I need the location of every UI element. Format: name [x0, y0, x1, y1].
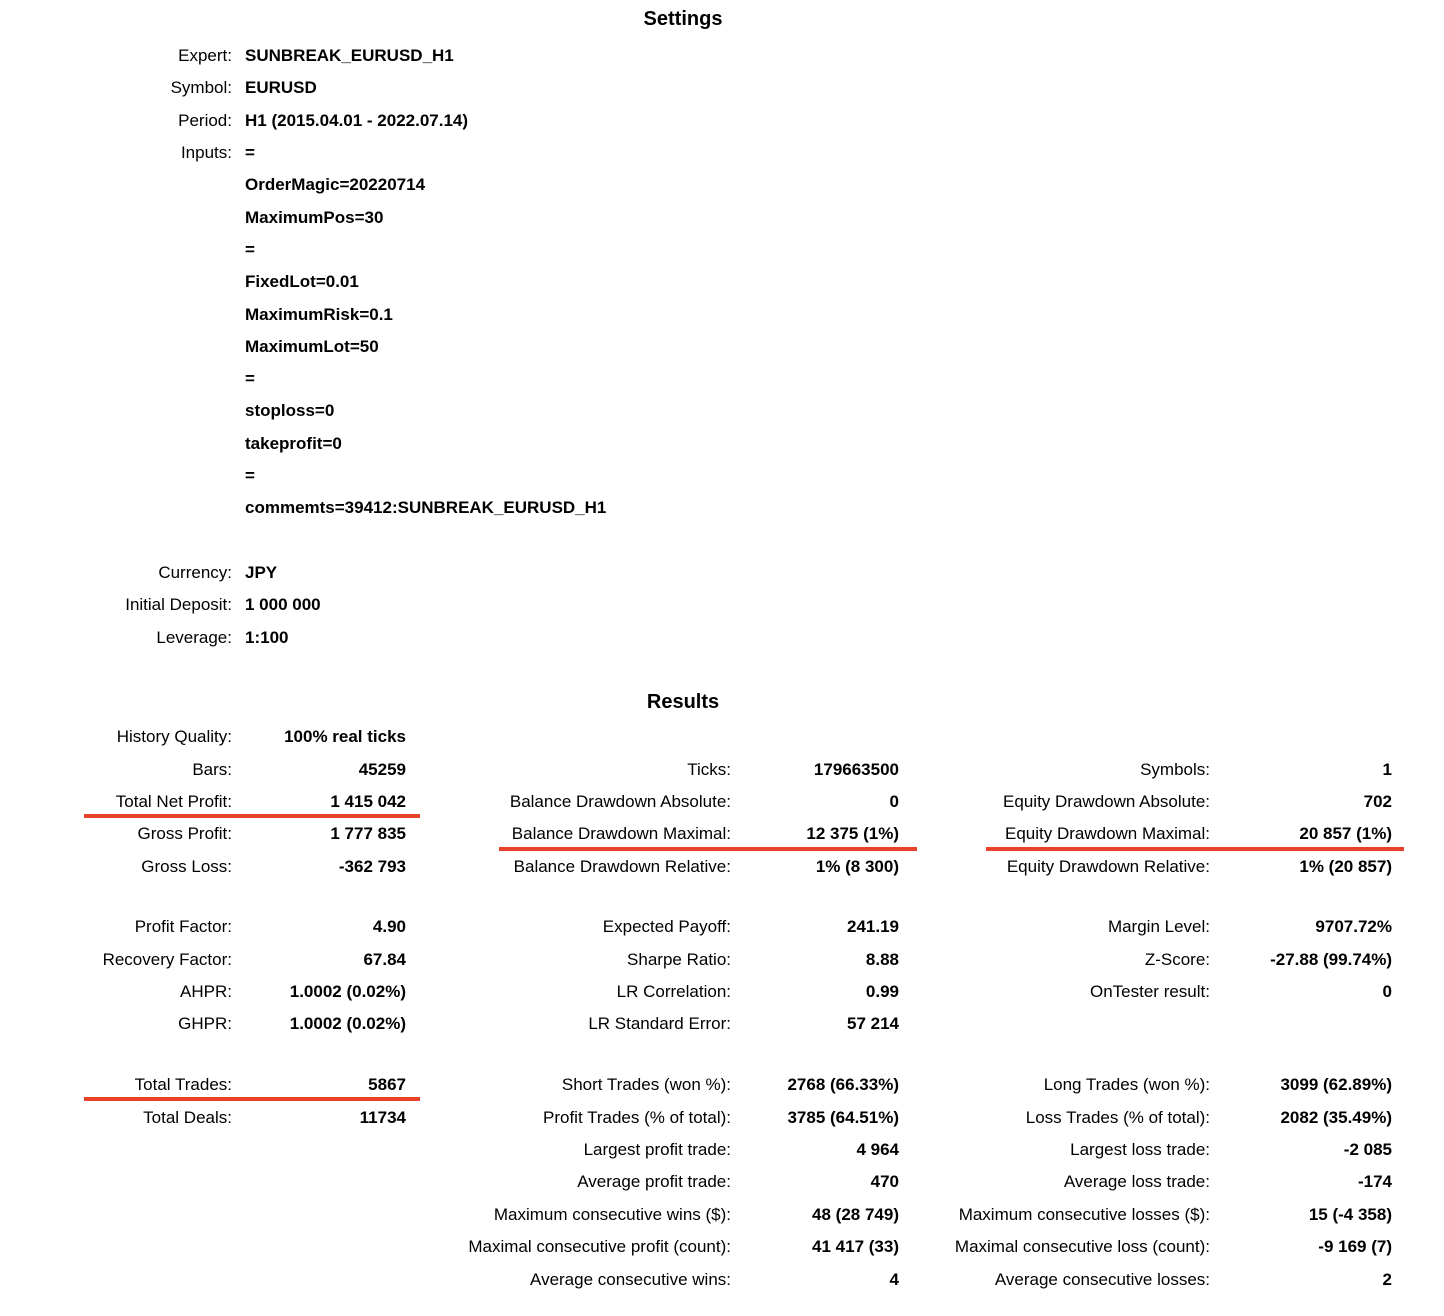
settings-row — [0, 557, 1444, 589]
results-cell — [436, 818, 917, 850]
results-row — [0, 976, 1444, 1008]
stat-value: 3099 (62.89%) — [1280, 1075, 1392, 1095]
stat-value: 0 — [889, 791, 899, 811]
stat-value: 9707.72% — [1315, 917, 1392, 937]
stat-value: 470 — [870, 1172, 899, 1192]
stat-value: 11734 — [359, 1107, 406, 1127]
stat-value: 702 — [1363, 791, 1392, 811]
results-cell — [40, 721, 420, 753]
results-cell — [436, 1199, 917, 1231]
stat-label: GHPR: — [178, 1014, 232, 1034]
stat-value: 12 375 (1%) — [806, 824, 899, 844]
results-cell — [40, 976, 420, 1008]
stat-value: 0.99 — [865, 981, 899, 1001]
stat-value: 2768 (66.33%) — [787, 1075, 899, 1095]
results-cell — [923, 976, 1404, 1008]
row-label: Currency: — [158, 563, 232, 583]
stat-label: Ticks: — [687, 759, 731, 779]
results-row — [0, 786, 1444, 818]
results-cell — [436, 1166, 917, 1198]
results-cell — [436, 1231, 917, 1263]
stat-label: Loss Trades (% of total): — [1025, 1107, 1210, 1127]
stat-value: -27.88 (99.74%) — [1270, 949, 1392, 969]
results-row — [0, 1166, 1444, 1198]
results-cell — [923, 943, 1404, 975]
row-value: = — [245, 466, 255, 485]
results-cell — [40, 943, 420, 975]
stat-value: 179663500 — [813, 759, 899, 779]
stat-label: Gross Loss: — [141, 856, 232, 876]
stat-value: 1 777 835 — [330, 824, 406, 844]
results-cell — [436, 1101, 917, 1133]
stat-value: 5867 — [368, 1075, 406, 1095]
stat-label: Equity Drawdown Maximal: — [1004, 824, 1210, 844]
results-cell — [923, 851, 1404, 883]
row-value: = — [245, 369, 255, 389]
stat-value: 1 415 042 — [330, 791, 406, 811]
stat-value: 100% real ticks — [284, 727, 406, 747]
stat-label: Total Deals: — [143, 1107, 232, 1127]
stat-value: 20 857 (1%) — [1299, 824, 1392, 844]
stat-label: Equity Drawdown Absolute: — [1003, 791, 1210, 811]
stat-label: LR Standard Error: — [588, 1014, 731, 1034]
stat-value: 3785 (64.51%) — [787, 1107, 899, 1127]
row-value: MaximumPos=30 — [245, 207, 384, 227]
results-row — [0, 1231, 1444, 1263]
stat-value: 4 — [889, 1269, 899, 1289]
stat-value: 41 417 (33) — [812, 1237, 899, 1257]
stat-label: Profit Trades (% of total): — [542, 1107, 731, 1127]
row-label: Initial Deposit: — [125, 595, 232, 615]
stat-value: 1.0002 (0.02%) — [289, 1014, 406, 1034]
row-label: Symbol: — [170, 78, 232, 98]
stat-label: Gross Profit: — [137, 824, 232, 844]
stat-label: Symbols: — [1140, 759, 1210, 779]
stat-value: 1 — [1382, 759, 1392, 779]
results-row — [0, 721, 1444, 753]
stat-label: LR Correlation: — [616, 981, 731, 1001]
stat-value: -174 — [1357, 1172, 1392, 1192]
results-cell — [436, 851, 917, 883]
stat-value: 48 (28 749) — [812, 1204, 899, 1224]
results-cell — [436, 976, 917, 1008]
settings-row — [0, 169, 1444, 201]
results-cell — [40, 786, 420, 818]
row-label: Period: — [178, 110, 232, 130]
settings-row — [0, 622, 1444, 654]
row-value: EURUSD — [245, 78, 317, 98]
stat-value: 57 214 — [847, 1014, 899, 1034]
account-rows — [0, 557, 1444, 654]
row-label: Leverage: — [156, 627, 232, 647]
results-cell — [40, 1008, 420, 1040]
stat-value: 45259 — [358, 759, 406, 779]
settings-row — [0, 460, 1444, 492]
row-value: = — [245, 239, 255, 259]
results-cell — [436, 943, 917, 975]
results-section-3 — [0, 1069, 1444, 1296]
stat-value: 1% (8 300) — [815, 856, 899, 876]
row-label: Inputs: — [180, 143, 232, 163]
settings-row — [0, 72, 1444, 104]
stat-label: Average consecutive losses: — [994, 1269, 1210, 1289]
stat-value: 0 — [1382, 981, 1392, 1001]
row-value: MaximumLot=50 — [245, 336, 379, 356]
stat-value: 241.19 — [847, 917, 899, 937]
row-value: = — [245, 143, 255, 163]
settings-row — [0, 428, 1444, 460]
results-row — [0, 818, 1444, 850]
settings-row — [0, 40, 1444, 72]
stat-label: History Quality: — [116, 727, 232, 747]
results-cell — [40, 818, 420, 850]
stat-label: Total Trades: — [134, 1075, 232, 1095]
results-cell — [923, 1069, 1404, 1101]
stat-label: Average profit trade: — [577, 1172, 731, 1192]
results-cell — [923, 1231, 1404, 1263]
results-cell — [923, 753, 1404, 785]
row-value: JPY — [245, 563, 278, 583]
results-row — [0, 1134, 1444, 1166]
results-cell — [436, 786, 917, 818]
settings-row — [0, 331, 1444, 363]
stat-value: -9 169 (7) — [1318, 1237, 1392, 1257]
results-cell — [436, 1134, 917, 1166]
results-cell — [436, 1008, 917, 1040]
stat-label: Largest loss trade: — [1070, 1139, 1210, 1159]
settings-row — [0, 492, 1444, 524]
stat-value: 2 — [1382, 1269, 1392, 1289]
stat-label: Balance Drawdown Absolute: — [509, 791, 731, 811]
stat-label: Maximum consecutive wins ($): — [493, 1204, 731, 1224]
results-section-1 — [0, 721, 1444, 883]
stat-label: AHPR: — [180, 981, 232, 1001]
row-value: 1 000 000 — [245, 595, 321, 615]
settings-row — [0, 363, 1444, 395]
stat-label: Balance Drawdown Maximal: — [511, 824, 731, 844]
settings-row — [0, 137, 1444, 169]
stat-value: -2 085 — [1343, 1139, 1392, 1159]
results-cell — [923, 1263, 1404, 1295]
stat-label: Z-Score: — [1144, 949, 1210, 969]
stat-label: Largest profit trade: — [583, 1139, 731, 1159]
stat-value: 8.88 — [865, 949, 899, 969]
settings-row — [0, 201, 1444, 233]
results-section-2 — [0, 911, 1444, 1041]
stat-value: 1% (20 857) — [1299, 856, 1392, 876]
stat-value: 4 964 — [856, 1139, 899, 1159]
results-cell — [436, 1069, 917, 1101]
results-row — [0, 1069, 1444, 1101]
settings-title: Settings — [643, 8, 723, 30]
row-value: OrderMagic=20220714 — [245, 175, 426, 195]
results-row — [0, 1101, 1444, 1133]
results-cell — [40, 1101, 420, 1133]
results-row — [0, 911, 1444, 943]
stat-value: 1.0002 (0.02%) — [289, 981, 406, 1001]
stat-label: OnTester result: — [1090, 981, 1210, 1001]
results-cell — [923, 1101, 1404, 1133]
results-row — [0, 943, 1444, 975]
results-cell — [436, 911, 917, 943]
results-cell — [923, 1134, 1404, 1166]
stat-label: Profit Factor: — [134, 917, 232, 937]
results-title: Results — [646, 691, 720, 713]
stat-label: Average consecutive wins: — [530, 1269, 731, 1289]
stat-label: Average loss trade: — [1063, 1172, 1210, 1192]
stat-label: Maximal consecutive profit (count): — [468, 1237, 731, 1257]
stat-value: 2082 (35.49%) — [1280, 1107, 1392, 1127]
results-row — [0, 851, 1444, 883]
settings-row — [0, 395, 1444, 427]
row-value: H1 (2015.04.01 - 2022.07.14) — [245, 110, 469, 130]
stat-value: 15 (-4 358) — [1308, 1204, 1392, 1224]
row-value: commemts=39412:SUNBREAK_EURUSD_H1 — [245, 498, 607, 518]
row-value: 1:100 — [245, 627, 289, 647]
settings-row — [0, 266, 1444, 298]
row-value: SUNBREAK_EURUSD_H1 — [245, 46, 454, 66]
stat-label: Bars: — [192, 759, 232, 779]
settings-row — [0, 234, 1444, 266]
row-value: takeprofit=0 — [245, 433, 342, 453]
settings-rows — [0, 40, 1444, 524]
settings-row — [0, 105, 1444, 137]
results-cell — [436, 753, 917, 785]
stat-value: 4.90 — [372, 917, 406, 937]
stat-label: Total Net Profit: — [115, 791, 232, 811]
stat-value: -362 793 — [338, 856, 406, 876]
stat-label: Margin Level: — [1107, 917, 1210, 937]
row-value: FixedLot=0.01 — [245, 272, 359, 292]
stat-label: Recovery Factor: — [102, 949, 232, 969]
stat-label: Equity Drawdown Relative: — [1006, 856, 1210, 876]
settings-row — [0, 589, 1444, 621]
settings-row — [0, 298, 1444, 330]
results-cell — [923, 1199, 1404, 1231]
stat-label: Short Trades (won %): — [561, 1075, 731, 1095]
results-cell — [923, 818, 1404, 850]
results-row — [0, 1008, 1444, 1040]
results-cell — [40, 851, 420, 883]
stat-label: Maximum consecutive losses ($): — [958, 1204, 1210, 1224]
row-label: Expert: — [178, 46, 232, 66]
results-cell — [436, 1263, 917, 1295]
results-cell — [40, 911, 420, 943]
results-cell — [923, 911, 1404, 943]
stat-label: Sharpe Ratio: — [627, 949, 731, 969]
results-row — [0, 1199, 1444, 1231]
stat-label: Long Trades (won %): — [1043, 1075, 1210, 1095]
results-cell — [923, 786, 1404, 818]
results-row — [0, 753, 1444, 785]
results-cell — [923, 1166, 1404, 1198]
stat-value: 67.84 — [363, 949, 406, 969]
row-value: MaximumRisk=0.1 — [245, 304, 393, 324]
results-cell — [40, 1069, 420, 1101]
stat-label: Balance Drawdown Relative: — [513, 856, 731, 876]
results-cell — [40, 753, 420, 785]
row-value: stoploss=0 — [245, 401, 335, 421]
stat-label: Expected Payoff: — [602, 917, 731, 937]
results-row — [0, 1263, 1444, 1295]
stat-label: Maximal consecutive loss (count): — [954, 1237, 1210, 1257]
